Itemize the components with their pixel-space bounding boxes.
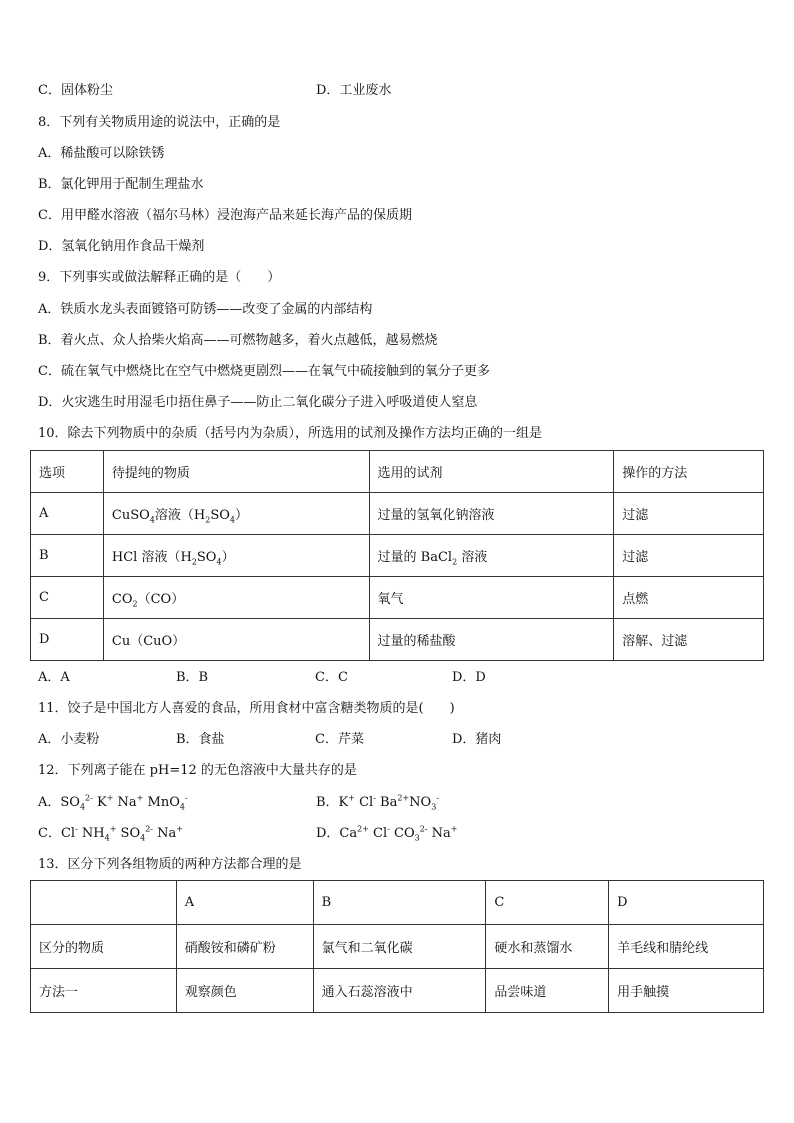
q10-row-method: 点燃 <box>614 577 764 619</box>
q13-row-method-one <box>31 969 764 1013</box>
q13-table-header-row <box>31 881 764 925</box>
q10-table <box>30 450 764 661</box>
q10-row-b <box>31 535 764 577</box>
q11-stem: 11．饺子是中国北方人喜爱的食品，所用食材中富含糖类物质的是( ) <box>38 701 455 716</box>
q10-row-option: A <box>31 493 104 535</box>
q12-option-d: D．$Ca^{2+}$ Cl- $CO_3^{2-}$ Na+ <box>316 824 458 843</box>
q13-cell: 硬水和蒸馏水 <box>486 925 609 969</box>
q13-cell: 品尝味道 <box>486 969 609 1013</box>
q13-cell: 氯气和二氧化碳 <box>313 925 486 969</box>
q13-cell: 区分的物质 <box>31 925 177 969</box>
q10-row-method: 过滤 <box>614 493 764 535</box>
q10-row-a <box>31 493 764 535</box>
q10-answer-c: C．C <box>315 670 348 685</box>
q11-answer-b: B．食盐 <box>176 732 225 747</box>
q9-stem: 9．下列事实或做法解释正确的是（ ） <box>38 270 281 285</box>
q11-answer-c: C．芹菜 <box>315 732 364 747</box>
q13-cell: 羊毛线和腈纶线 <box>609 925 764 969</box>
q13-table <box>30 880 764 1013</box>
q10-row-option: C <box>31 577 104 619</box>
q10-stem: 10．除去下列物质中的杂质（括号内为杂质），所选用的试剂及操作方法均正确的一组是 <box>38 426 543 441</box>
q13-stem: 13．区分下列各组物质的两种方法都合理的是 <box>38 857 302 872</box>
q10-row-substance: $CO_2(CO)$ <box>103 577 369 619</box>
q8-stem: 8．下列有关物质用途的说法中，正确的是 <box>38 115 281 130</box>
q9-option-d: D．火灾逃生时用湿毛巾捂住鼻子——防止二氧化碳分子进入呼吸道使人窒息 <box>38 395 478 410</box>
q10-row-c <box>31 577 764 619</box>
q10-header-reagent: 选用的试剂 <box>369 451 614 493</box>
q8-option-d: D．氢氧化钠用作食品干燥剂 <box>38 239 205 254</box>
q10-row-method: 过滤 <box>614 535 764 577</box>
q10-header-option: 选项 <box>31 451 104 493</box>
q13-header-d: D <box>609 881 764 925</box>
q13-header-b: B <box>313 881 486 925</box>
q10-row-reagent: 过量的 BaCl$_2$ 溶液 <box>369 535 614 577</box>
q10-table-header-row <box>31 451 764 493</box>
q8-option-b: B．氯化钾用于配制生理盐水 <box>38 177 204 192</box>
q12-option-a: A．$SO_4^{2-}$ K+ Na+ MnO$_4$- <box>38 793 188 812</box>
q10-row-substance: HCl 溶液$(H_2SO_4)$ <box>103 535 369 577</box>
q9-option-c: C．硫在氧气中燃烧比在空气中燃烧更剧烈——在氧气中硫接触到的氧分子更多 <box>38 364 490 379</box>
q11-answer-a: A．小麦粉 <box>38 732 100 747</box>
q10-row-reagent: 过量的氢氧化钠溶液 <box>369 493 614 535</box>
q13-cell: 方法一 <box>31 969 177 1013</box>
q13-row-substances <box>31 925 764 969</box>
q10-row-option: B <box>31 535 104 577</box>
q13-cell: 观察颜色 <box>176 969 313 1013</box>
q13-cell: 用手触摸 <box>609 969 764 1013</box>
q8-option-a: A．稀盐酸可以除铁锈 <box>38 146 165 161</box>
q10-answer-a: A．A <box>38 670 70 685</box>
q13-header-c: C <box>486 881 609 925</box>
q13-header-blank <box>31 881 177 925</box>
q13-header-a: A <box>176 881 313 925</box>
q7-option-c: C．固体粉尘 <box>38 83 113 98</box>
q12-option-c: C．Cl- $NH_4^+$ $SO_4^{2-}$ Na+ <box>38 824 183 843</box>
q8-option-c: C．用甲醛水溶液（福尔马林）浸泡海产品来延长海产品的保质期 <box>38 208 412 223</box>
q13-cell: 硝酸铵和磷矿粉 <box>176 925 313 969</box>
q10-header-substance: 待提纯的物质 <box>103 451 369 493</box>
q10-header-method: 操作的方法 <box>614 451 764 493</box>
q9-option-a: A．铁质水龙头表面镀铬可防锈——改变了金属的内部结构 <box>38 302 373 317</box>
q13-cell: 通入石蕊溶液中 <box>313 969 486 1013</box>
q12-option-b: B．K+ Cl- $Ba^{2+}NO_3^-$ <box>316 793 439 812</box>
q12-stem: 12．下列离子能在 pH=12 的无色溶液中大量共存的是 <box>38 763 357 778</box>
q10-row-d <box>31 619 764 661</box>
q7-option-d: D．工业废水 <box>316 83 392 98</box>
q10-row-method: 溶解、过滤 <box>614 619 764 661</box>
q10-answer-b: B．B <box>176 670 209 685</box>
q11-answer-d: D．猪肉 <box>452 732 502 747</box>
q10-row-option: D <box>31 619 104 661</box>
q10-row-reagent: 过量的稀盐酸 <box>369 619 614 661</box>
q10-row-reagent: 氧气 <box>369 577 614 619</box>
q10-answer-d: D．D <box>452 670 486 685</box>
q9-option-b: B．着火点、众人拾柴火焰高——可燃物越多，着火点越低，越易燃烧 <box>38 333 438 348</box>
q10-row-substance: CuSO$_4$溶液$(H_2SO_4)$ <box>103 493 369 535</box>
q10-row-substance: Cu（CuO） <box>103 619 369 661</box>
